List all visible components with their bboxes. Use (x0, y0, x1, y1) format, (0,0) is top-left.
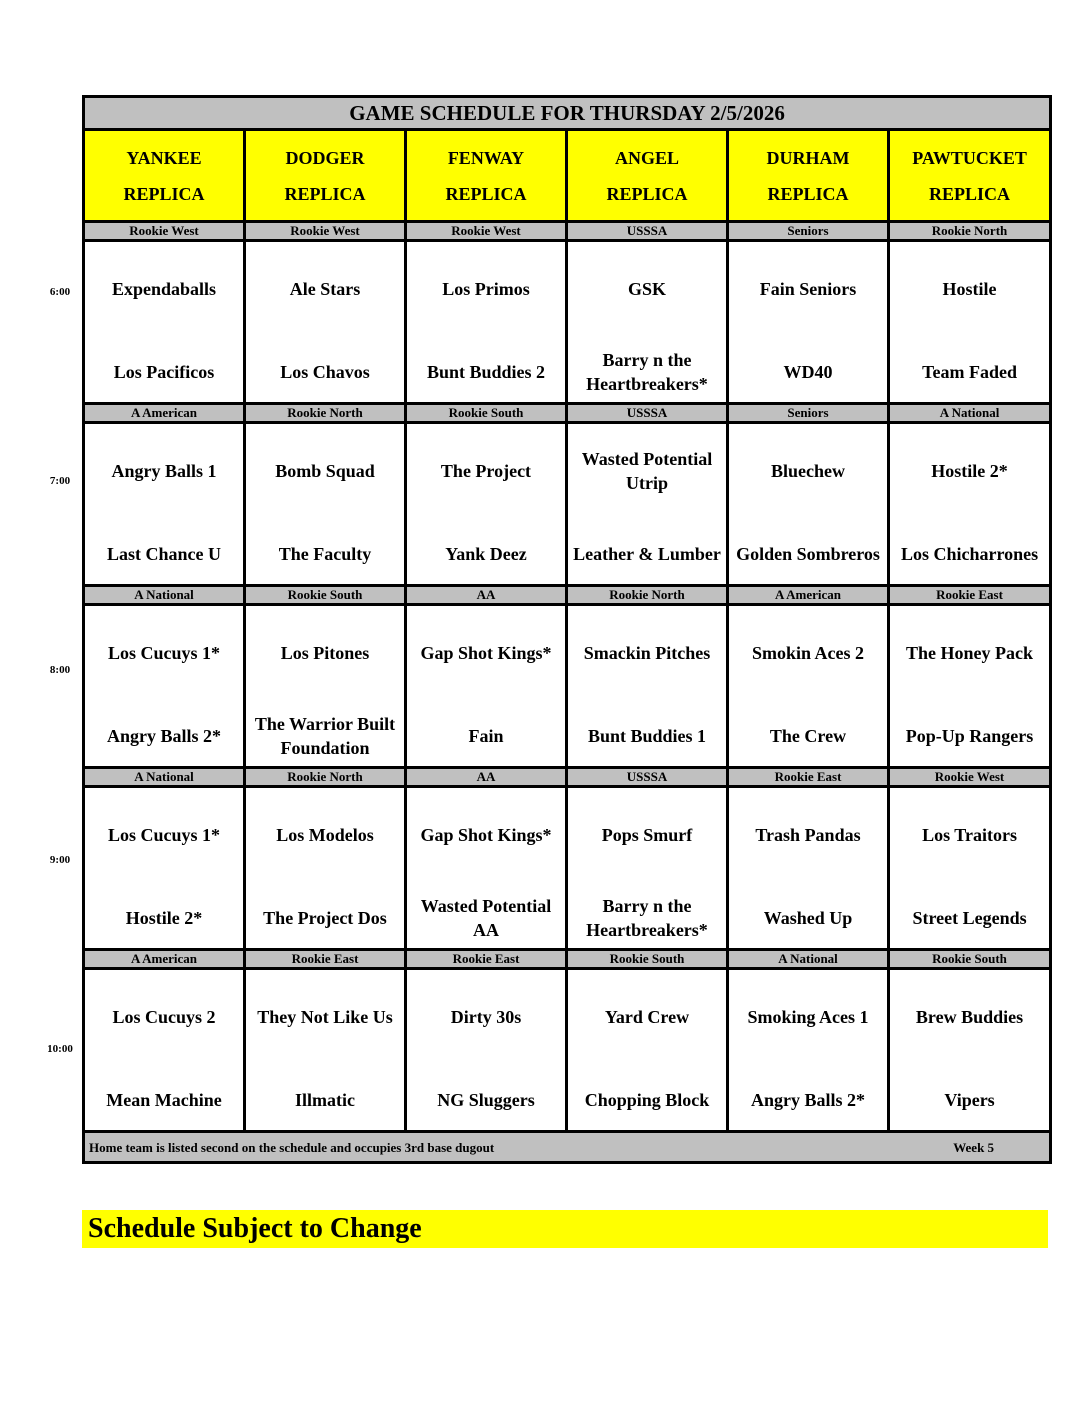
game-cell (84, 241, 245, 404)
game-row (84, 241, 1051, 404)
division-label: A National (889, 404, 1051, 423)
division-label: Rookie North (889, 222, 1051, 241)
division-label: A National (728, 950, 889, 969)
game-cell (889, 787, 1051, 950)
field-header (889, 130, 1051, 222)
away-team: They Not Like Us (257, 1007, 393, 1027)
home-team: Hostile 2* (125, 908, 203, 928)
home-team: WD40 (783, 362, 833, 382)
away-team: GSK (627, 279, 666, 299)
division-label: Seniors (728, 222, 889, 241)
away-team: Los Modelos (276, 825, 374, 845)
game-cell (406, 241, 567, 404)
away-team: The Project (440, 461, 532, 481)
division-label: USSSA (567, 768, 728, 787)
division-label: A National (84, 768, 245, 787)
home-team: Street Legends (912, 908, 1027, 928)
time-label: 10:00 (47, 1043, 73, 1055)
home-team: The Project Dos (263, 908, 387, 928)
away-team: Bluechew (771, 461, 845, 481)
away-team: Brew Buddies (915, 1007, 1024, 1027)
home-team: Vipers (944, 1090, 995, 1110)
game-cell (84, 605, 245, 768)
week-label: Week 5 (953, 1140, 995, 1155)
home-team: The Warrior Built Foundation (254, 714, 396, 758)
game-row (84, 605, 1051, 768)
game-cell (245, 605, 406, 768)
field-name: ANGEL (614, 147, 679, 168)
home-team: Chopping Block (584, 1090, 710, 1110)
field-header (84, 130, 245, 222)
home-team: Wasted Potential AA (420, 896, 552, 940)
home-team: Pop-Up Rangers (905, 726, 1034, 746)
field-subtitle: REPLICA (606, 183, 688, 204)
field-name: PAWTUCKET (912, 147, 1027, 168)
division-label: Rookie South (406, 404, 567, 423)
division-label: Rookie West (406, 222, 567, 241)
game-cell (728, 241, 889, 404)
field-subtitle: REPLICA (929, 183, 1011, 204)
away-team: Hostile (942, 279, 997, 299)
division-label: Rookie West (889, 768, 1051, 787)
home-team: Mean Machine (106, 1090, 222, 1110)
division-label: Rookie East (728, 768, 889, 787)
home-team: Golden Sombreros (736, 544, 880, 564)
game-cell (84, 969, 245, 1132)
schedule-change-banner (82, 1210, 1048, 1248)
division-label: USSSA (567, 404, 728, 423)
game-cell (728, 787, 889, 950)
away-team: Gap Shot Kings* (420, 825, 552, 845)
game-cell (567, 605, 728, 768)
division-label: A National (84, 586, 245, 605)
field-subtitle: REPLICA (445, 183, 527, 204)
division-label: Rookie East (406, 950, 567, 969)
field-header (567, 130, 728, 222)
home-team: Washed Up (763, 908, 853, 928)
field-header (245, 130, 406, 222)
division-row (84, 222, 1051, 241)
field-name: DODGER (285, 147, 365, 168)
away-team: Dirty 30s (450, 1007, 522, 1027)
field-name: YANKEE (126, 147, 202, 168)
home-team: Fain (468, 726, 504, 746)
away-team: Pops Smurf (601, 825, 693, 845)
division-label: Rookie North (245, 404, 406, 423)
home-team: The Faculty (278, 544, 372, 564)
field-subtitle: REPLICA (123, 183, 205, 204)
away-team: Los Cucuys 2 (112, 1007, 216, 1027)
away-team: The Honey Pack (906, 643, 1034, 663)
home-team: Angry Balls 2* (106, 726, 221, 746)
division-label: AA (406, 768, 567, 787)
away-team: Smokin Aces 2 (751, 643, 865, 663)
division-label: A American (84, 404, 245, 423)
away-team: Wasted Potential Utrip (581, 449, 713, 493)
game-row (84, 969, 1051, 1132)
away-team: Los Cucuys 1* (107, 825, 221, 845)
game-cell (406, 969, 567, 1132)
division-label: Rookie North (567, 586, 728, 605)
home-team: Los Chavos (280, 362, 370, 382)
away-team: Smackin Pitches (583, 643, 711, 663)
division-label: Seniors (728, 404, 889, 423)
game-cell (406, 605, 567, 768)
game-cell (728, 423, 889, 586)
game-cell (889, 423, 1051, 586)
home-team: Los Pacificos (113, 362, 215, 382)
division-row (84, 586, 1051, 605)
game-cell (728, 605, 889, 768)
game-cell (567, 241, 728, 404)
away-team: Los Primos (442, 279, 530, 299)
time-label: 7:00 (49, 475, 71, 487)
banner-text: Schedule Subject to Change (88, 1213, 422, 1244)
away-team: Trash Pandas (755, 825, 861, 845)
game-cell (245, 787, 406, 950)
division-row (84, 768, 1051, 787)
division-label: Rookie West (84, 222, 245, 241)
division-label: Rookie East (889, 586, 1051, 605)
away-team: Bomb Squad (275, 461, 375, 481)
field-header-row (84, 130, 1051, 222)
division-label: Rookie East (245, 950, 406, 969)
game-cell (245, 969, 406, 1132)
field-name: FENWAY (447, 147, 525, 168)
away-team: Los Traitors (922, 825, 1017, 845)
footer-note-cell (84, 1132, 1051, 1163)
division-label: Rookie South (567, 950, 728, 969)
note-row (84, 1132, 1051, 1163)
away-team: Hostile 2* (931, 461, 1008, 481)
away-team: Expendaballs (111, 279, 217, 299)
field-subtitle: REPLICA (767, 183, 849, 204)
game-cell (889, 605, 1051, 768)
game-cell (567, 969, 728, 1132)
field-header (728, 130, 889, 222)
home-team: Bunt Buddies 2 (426, 362, 546, 382)
game-row (84, 787, 1051, 950)
home-team: Barry n the Heartbreakers* (586, 896, 708, 940)
game-cell (889, 969, 1051, 1132)
field-header (406, 130, 567, 222)
home-team: Bunt Buddies 1 (587, 726, 707, 746)
schedule-table (82, 95, 1052, 1164)
game-cell (406, 787, 567, 950)
game-cell (728, 969, 889, 1132)
time-label: 8:00 (49, 664, 71, 676)
home-team: Illmatic (295, 1090, 355, 1110)
home-team: Los Chicharrones (900, 544, 1039, 564)
away-team: Fain Seniors (759, 279, 857, 299)
home-team: NG Sluggers (437, 1090, 535, 1110)
game-cell (84, 787, 245, 950)
home-team: The Crew (769, 726, 847, 746)
schedule-title: GAME SCHEDULE FOR THURSDAY 2/5/2026 (84, 97, 1051, 130)
division-label: Rookie West (245, 222, 406, 241)
game-cell (245, 423, 406, 586)
division-row (84, 950, 1051, 969)
home-team: Team Faded (922, 362, 1017, 382)
division-label: Rookie South (889, 950, 1051, 969)
game-cell (889, 241, 1051, 404)
game-cell (567, 423, 728, 586)
time-label: 9:00 (49, 854, 71, 866)
away-team: Los Cucuys 1* (107, 643, 221, 663)
home-team: Leather & Lumber (573, 544, 721, 564)
game-cell (84, 423, 245, 586)
game-cell (567, 787, 728, 950)
division-label: AA (406, 586, 567, 605)
division-label: Rookie North (245, 768, 406, 787)
home-team-note: Home team is listed second on the schedule and occupies 3rd base dugout (89, 1140, 495, 1155)
division-label: A American (728, 586, 889, 605)
game-cell (245, 241, 406, 404)
away-team: Los Pitones (280, 643, 370, 663)
home-team: Barry n the Heartbreakers* (586, 350, 708, 394)
field-name: DURHAM (766, 147, 850, 168)
home-team: Yank Deez (445, 544, 527, 564)
away-team: Ale Stars (289, 279, 361, 299)
away-team: Gap Shot Kings* (420, 643, 552, 663)
away-team: Smoking Aces 1 (747, 1007, 869, 1027)
division-label: Rookie South (245, 586, 406, 605)
field-subtitle: REPLICA (284, 183, 366, 204)
away-team: Angry Balls 1 (111, 461, 217, 481)
game-cell (406, 423, 567, 586)
time-label: 6:00 (49, 286, 71, 298)
division-label: USSSA (567, 222, 728, 241)
away-team: Yard Crew (604, 1007, 690, 1027)
division-label: A American (84, 950, 245, 969)
home-team: Angry Balls 2* (750, 1090, 865, 1110)
division-row (84, 404, 1051, 423)
home-team: Last Chance U (106, 544, 221, 564)
game-row (84, 423, 1051, 586)
